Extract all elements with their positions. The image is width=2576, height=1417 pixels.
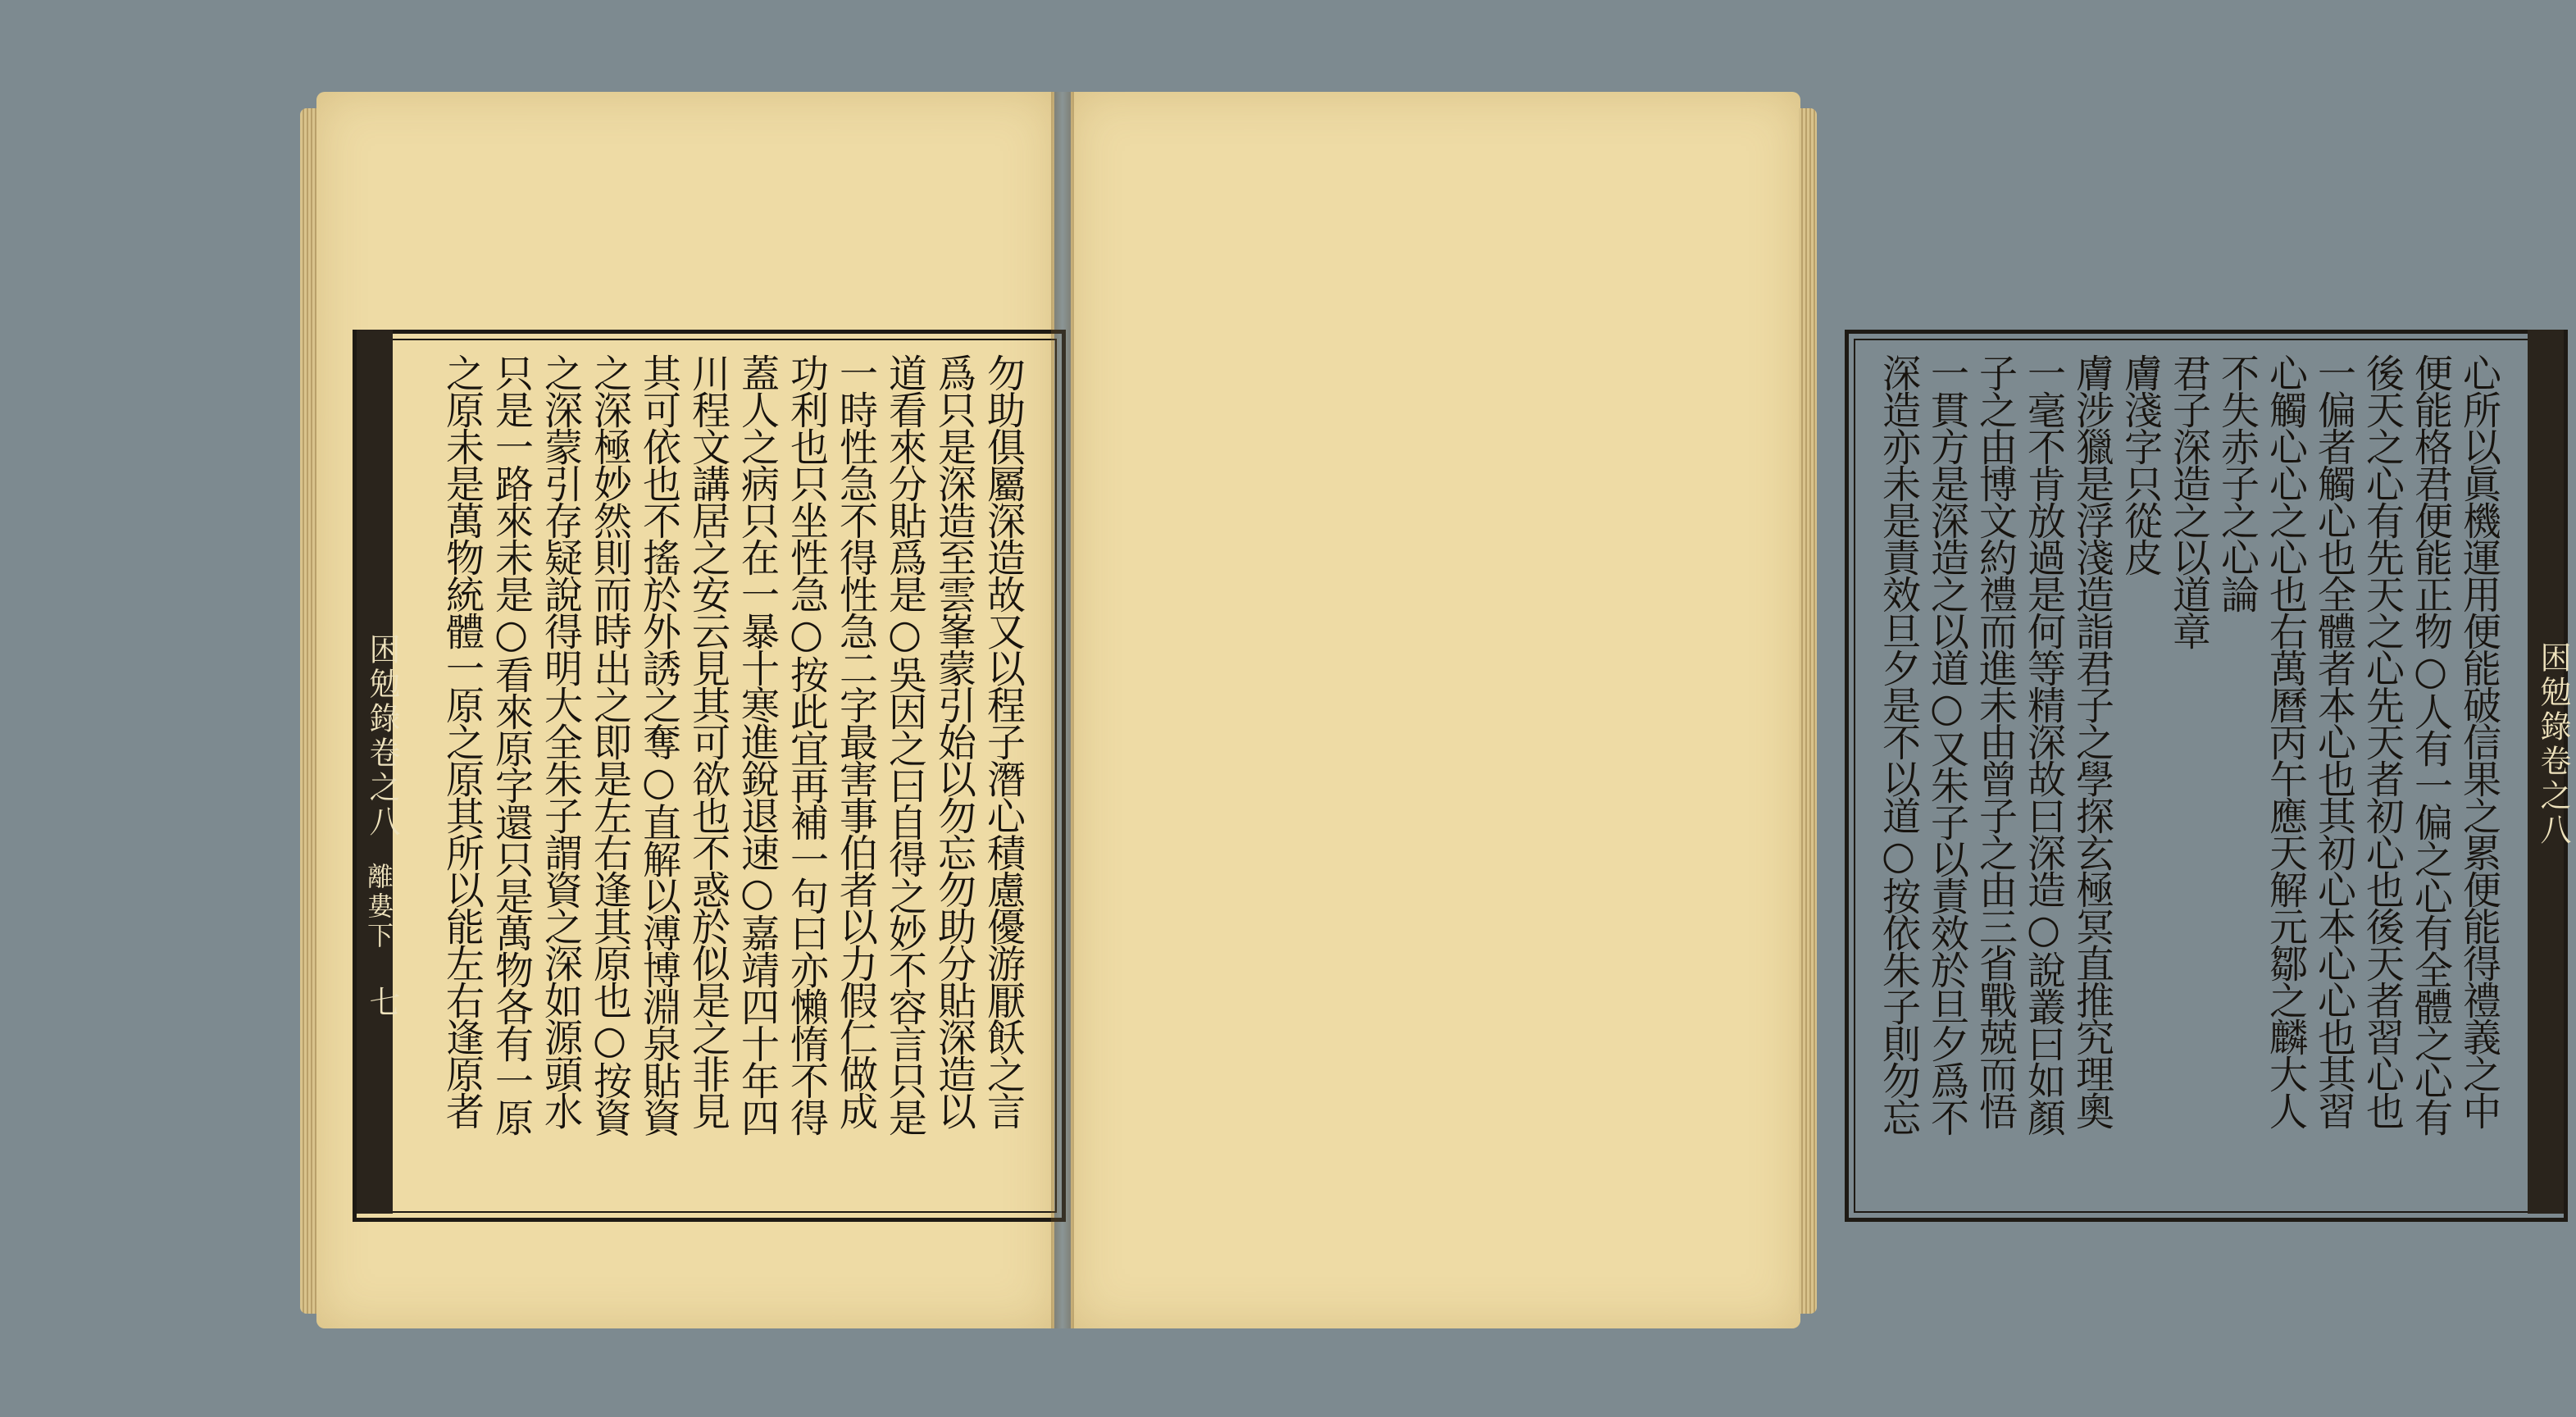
left-text-column: 之深蒙引存疑說得明大全朱子謂資之深如源頭水 xyxy=(538,353,583,1128)
left-text-column: 其可依也不搖於外誘之奪○直解以溥博淵泉貼資 xyxy=(636,353,681,1135)
left-banxin-strip xyxy=(357,330,400,1214)
left-text-column: 一時性急不得性急二字最害事伯者以力假仁做成 xyxy=(833,353,878,1128)
left-text-column: 之深極妙然則而時出之即是左右逢其原也○按資 xyxy=(587,353,632,1135)
left-text-column: 蓋人之病只在一暴十寒進銳退速○嘉靖四十年四 xyxy=(735,353,780,1135)
left-banxin-section: 離婁下 xyxy=(363,863,394,951)
left-text-column: 之原未是萬物統體一原之原其所以能左右逢原者 xyxy=(439,353,485,1128)
left-page-edges xyxy=(300,108,318,1314)
left-page xyxy=(316,92,1054,1328)
left-banxin-page-number: 七 xyxy=(364,986,400,1020)
book-gutter xyxy=(1051,92,1074,1328)
left-banxin-title: 困勉錄卷之八 xyxy=(364,633,400,840)
right-text-column: 後天之心有先天之心先天者初心也後天者習心也 xyxy=(2360,353,2405,1128)
right-text-column: 子之由博文約禮而進未由曾子之由三省戰兢而悟 xyxy=(1973,353,2018,1128)
right-page xyxy=(1071,92,2571,1328)
open-book xyxy=(300,92,2571,1338)
left-text-frame xyxy=(353,330,1066,1222)
right-text-column: 一毫不肯放過是何等精深故曰深造○說叢曰如顏 xyxy=(2021,353,2066,1135)
right-text-column: 一貫方是深造之以道○又朱子以責效於旦夕爲不 xyxy=(1924,353,1969,1135)
right-text-column: 心觸心心之心也右萬曆丙午應天解元鄒之麟大人 xyxy=(2263,353,2308,1128)
right-text-column: 君子深造之以道章 xyxy=(2166,353,2211,649)
right-text-column: 膚涉獵是浮淺造詣君子之學探玄極冥直推究理奧 xyxy=(2069,353,2114,1128)
right-text-column: 一偏者觸心也全體者本心也其初心本心心也其習 xyxy=(2311,353,2356,1128)
right-text-column: 深造亦未是責效旦夕是不以道○按依朱子則勿忘 xyxy=(1876,353,1921,1135)
left-text-column: 功利也只坐性急○按此宜再補一句曰亦懶惰不得 xyxy=(784,353,829,1135)
right-text-column: 便能格君便能正物○人有一偏之心有全體之心有 xyxy=(2408,353,2453,1135)
right-banxin-strip xyxy=(2528,330,2571,1214)
right-page-edges xyxy=(1799,108,1817,1314)
right-text-column: 不失赤子之心論 xyxy=(2214,353,2260,612)
left-text-column: 爲只是深造至雲峯蒙引始以勿忘勿助分貼深造以 xyxy=(931,353,976,1128)
right-text-column: 膚淺字只從皮 xyxy=(2118,353,2163,575)
right-text-column: 心所以眞機運用便能破信果之累便能得禮義之中 xyxy=(2456,353,2501,1128)
left-text-column: 只是一路來未是○看來原字還只是萬物各有一原 xyxy=(489,353,534,1135)
left-text-column: 川程文講居之安云見其可欲也不惑於似是之非見 xyxy=(685,353,730,1128)
right-banxin-title: 困勉錄卷之八 xyxy=(2535,641,2571,848)
right-text-frame xyxy=(1845,330,2571,1222)
left-text-column: 勿助俱屬深造故又以程子潛心積慮優游厭飫之言 xyxy=(981,353,1026,1128)
left-text-column: 道看來分貼爲是○吳因之曰自得之妙不容言只是 xyxy=(882,353,927,1135)
